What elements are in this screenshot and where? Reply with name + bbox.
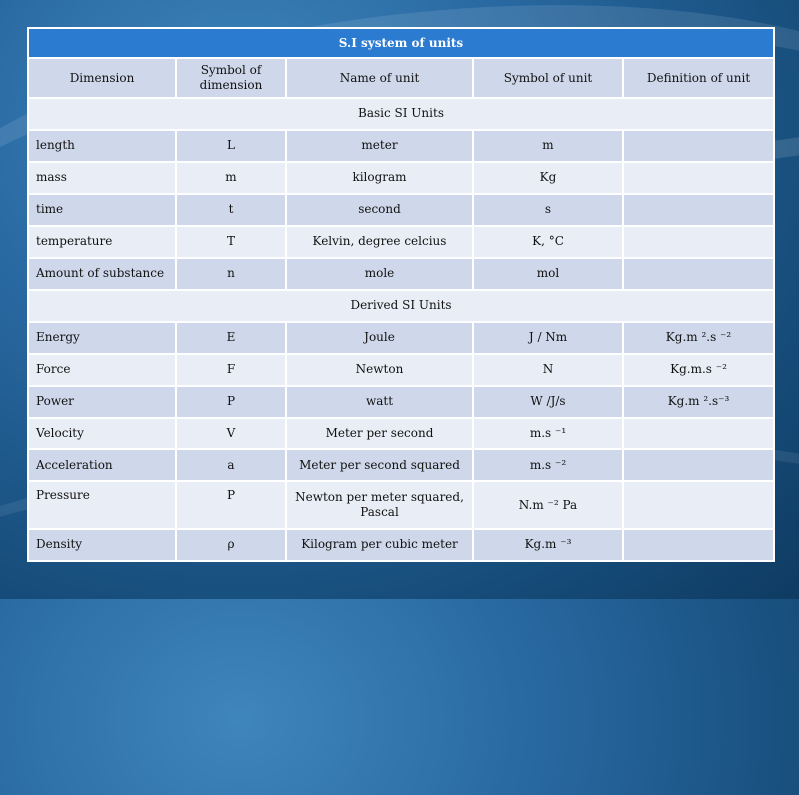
cell-name: Joule [286,322,473,354]
section-title: Basic SI Units [28,98,774,130]
cell-unit-symbol: m.s ⁻² [473,449,623,481]
table-row [28,481,774,528]
cell-unit-symbol: mol [473,258,623,290]
header-definition-of-unit: Definition of unit [623,58,774,98]
cell-symbol: P [176,386,286,418]
cell-name: Meter per second squared [286,449,473,481]
cell-unit-symbol: K, °C [473,226,623,258]
cell-dimension: Acceleration [28,449,176,481]
cell-name: Newton per meter squared, Pascal [286,481,473,528]
cell-definition [623,258,774,290]
cell-unit-symbol: N.m ⁻² Pa [473,481,623,528]
cell-symbol: n [176,258,286,290]
cell-definition [623,529,774,561]
cell-symbol: E [176,322,286,354]
cell-unit-symbol: m [473,130,623,162]
cell-symbol: F [176,354,286,386]
cell-definition: Kg.m.s ⁻² [623,354,774,386]
cell-definition [623,194,774,226]
si-units-table-container [27,27,773,562]
table-title: S.I system of units [28,28,774,58]
cell-unit-symbol: Kg.m ⁻³ [473,529,623,561]
cell-name: kilogram [286,162,473,194]
cell-symbol: V [176,418,286,450]
header-symbol-of-dimension: Symbol of dimension [176,58,286,98]
cell-unit-symbol: W /J/s [473,386,623,418]
cell-symbol: L [176,130,286,162]
table-row [28,354,774,386]
cell-definition: Kg.m ².s ⁻² [623,322,774,354]
cell-dimension: temperature [28,226,176,258]
cell-definition [623,449,774,481]
cell-dimension: Power [28,386,176,418]
section-row-derived [28,290,774,322]
table-header-row [28,58,774,98]
cell-name: Kelvin, degree celcius [286,226,473,258]
cell-name: Meter per second [286,418,473,450]
table-row [28,194,774,226]
cell-dimension: length [28,130,176,162]
cell-symbol: ρ [176,529,286,561]
table-row [28,130,774,162]
cell-definition [623,481,774,528]
cell-symbol: T [176,226,286,258]
cell-unit-symbol: s [473,194,623,226]
cell-unit-symbol: m.s ⁻¹ [473,418,623,450]
cell-unit-symbol: J / Nm [473,322,623,354]
cell-name: meter [286,130,473,162]
table-row [28,449,774,481]
cell-dimension: Pressure [28,481,176,528]
cell-dimension: time [28,194,176,226]
cell-definition [623,130,774,162]
cell-unit-symbol: Kg [473,162,623,194]
header-name-of-unit: Name of unit [286,58,473,98]
cell-dimension: Energy [28,322,176,354]
section-row-basic [28,98,774,130]
cell-dimension: Force [28,354,176,386]
section-title: Derived SI Units [28,290,774,322]
header-symbol-of-unit: Symbol of unit [473,58,623,98]
cell-definition [623,226,774,258]
cell-name: watt [286,386,473,418]
table-row [28,258,774,290]
table-row [28,529,774,561]
cell-dimension: mass [28,162,176,194]
cell-dimension: Velocity [28,418,176,450]
cell-symbol: t [176,194,286,226]
cell-symbol: m [176,162,286,194]
cell-dimension: Density [28,529,176,561]
cell-dimension: Amount of substance [28,258,176,290]
cell-definition [623,418,774,450]
cell-name: mole [286,258,473,290]
cell-symbol: a [176,449,286,481]
cell-name: Newton [286,354,473,386]
cell-definition: Kg.m ².s⁻³ [623,386,774,418]
si-units-table [27,27,775,562]
table-row [28,226,774,258]
cell-symbol: P [176,481,286,528]
table-title-row [28,28,774,58]
table-row [28,162,774,194]
table-row [28,386,774,418]
table-row [28,418,774,450]
header-dimension: Dimension [28,58,176,98]
cell-definition [623,162,774,194]
cell-name: second [286,194,473,226]
cell-unit-symbol: N [473,354,623,386]
cell-name: Kilogram per cubic meter [286,529,473,561]
table-row [28,322,774,354]
